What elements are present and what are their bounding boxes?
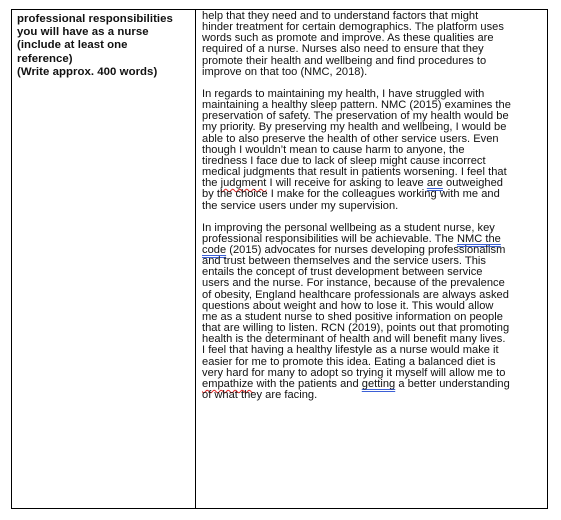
text-line: the service users under my supervision. bbox=[202, 199, 399, 212]
answer-paragraph-3 bbox=[202, 223, 542, 402]
grammar-suggestion-word[interactable]: code bbox=[202, 243, 227, 256]
text-run: with the patients and bbox=[253, 377, 362, 390]
text-line: users and the nurse. For instance, because of the prevalence bbox=[202, 277, 505, 290]
text-line: maintaining a healthy sleep pattern. NMC (2015) examines the bbox=[202, 99, 511, 112]
text-line: hinder treatment for certain demographics. The platform uses bbox=[202, 21, 504, 34]
text-line: entails the concept of trust development between service bbox=[202, 266, 483, 279]
text-line: and trust between themselves and the service users. This bbox=[202, 255, 486, 268]
text-line: words such as promote and improve. As these qualities are bbox=[202, 32, 494, 45]
grammar-suggestion-word[interactable]: are bbox=[426, 177, 443, 190]
text-line: me as a student nurse to shed positive information on people bbox=[202, 310, 503, 323]
text-run: (2015) advocates for nurses developing professionalism bbox=[226, 243, 506, 256]
prompt-line: reference) bbox=[17, 52, 73, 65]
document-table bbox=[11, 9, 548, 509]
grammar-suggestion-word[interactable]: getting bbox=[361, 377, 396, 390]
spelling-error-word[interactable]: empathize bbox=[202, 377, 254, 390]
prompt-line: professional responsibilities bbox=[17, 13, 173, 25]
text-line: required of a nurse. Nurses also need to ensure that they bbox=[202, 43, 484, 56]
grammar-suggestion-phrase[interactable]: NMC the bbox=[456, 232, 501, 245]
answer-paragraph-2 bbox=[202, 89, 542, 212]
text-line: In regards to maintaining my health, I have struggled with bbox=[202, 87, 485, 100]
answer-paragraph-1 bbox=[202, 11, 542, 78]
text-line: by the choice I make for the colleagues working with me and bbox=[202, 188, 500, 201]
text-line: help that they need and to understand factors that might bbox=[202, 10, 479, 22]
text-line: able to also preserve the health of other service users. Even bbox=[202, 132, 499, 145]
text-line: preservation of safety. The preservation of my health would be bbox=[202, 110, 509, 123]
text-line: that are willing to listen. RCN (2019), points out that promoting bbox=[202, 322, 510, 335]
prompt-line: you will have as a nurse bbox=[17, 26, 149, 39]
text-line: questions about weight and how to lose it. This would allow bbox=[202, 299, 494, 312]
prompt-cell bbox=[12, 10, 196, 508]
text-line: medical judgments that result in patients worsening. I feel that bbox=[202, 166, 507, 179]
text-line: though I wouldn’t mean to cause harm to anyone, the bbox=[202, 143, 465, 156]
text-line: of obesity, England healthcare professionals are always asked bbox=[202, 288, 509, 301]
text-line: health is the determinant of health and will benefit many lives. bbox=[202, 333, 506, 346]
prompt-line: (include at least one bbox=[17, 39, 128, 52]
prompt-line: (Write approx. 400 words) bbox=[17, 65, 158, 78]
text-line: of what they are facing. bbox=[202, 389, 318, 401]
text-line: In improving the personal wellbeing as a student nurse, key bbox=[202, 221, 495, 234]
text-line: easier for me to promote this idea. Eating a balanced diet is bbox=[202, 355, 496, 368]
text-run: outweighed bbox=[442, 177, 503, 190]
text-line: tiredness I face due to lack of sleep might cause incorrect bbox=[202, 154, 486, 167]
text-line: my priority. By preserving my health and wellbeing, I would be bbox=[202, 121, 507, 134]
text-run: a better understanding bbox=[395, 377, 510, 390]
text-line: very hard for many to adopt so trying it myself will allow me to bbox=[202, 366, 506, 379]
spelling-error-word[interactable]: judgment bbox=[220, 177, 267, 190]
text-run: professional responsibilities will be achievable. The bbox=[202, 232, 457, 245]
text-run: I will receive for asking to leave bbox=[266, 177, 427, 190]
text-line: promote their health and wellbeing and find procedures to bbox=[202, 54, 487, 67]
text-line: improve on that too (NMC, 2018). bbox=[202, 65, 368, 78]
text-line: I feel that having a healthy lifestyle as a nurse would make it bbox=[202, 344, 499, 357]
answer-cell[interactable] bbox=[196, 10, 547, 508]
text-run: the bbox=[202, 177, 221, 190]
